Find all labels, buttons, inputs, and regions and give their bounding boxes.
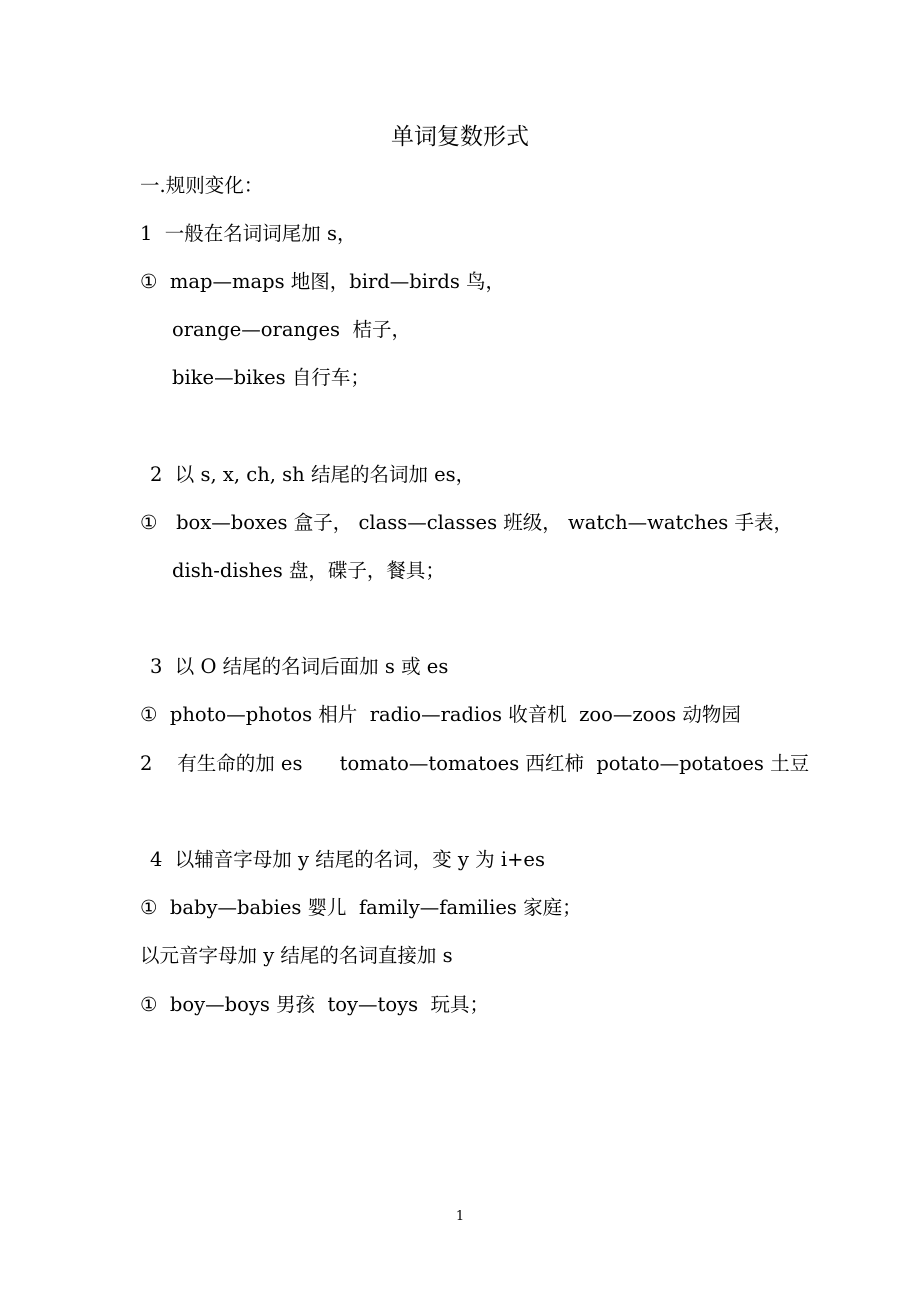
rule-4-note: 以元音字母加 y 结尾的名词直接加 s [140, 944, 453, 967]
section-heading: 一.规则变化： [140, 174, 264, 197]
rule-3-heading: 3 以 O 结尾的名词后面加 s 或 es [150, 655, 449, 678]
rule-3-example-2: 2 有生命的加 es tomato—tomatoes 西红柿 potato—potatoes 土豆 [140, 752, 810, 775]
rule-1-example-1: ① map—maps 地图，bird—birds 鸟， [140, 270, 506, 293]
rule-2-example-2: dish-dishes 盘，碟子，餐具； [172, 559, 445, 582]
rule-3-example-1: ① photo—photos 相片 radio—radios 收音机 zoo—zoos 动物园 [140, 703, 741, 726]
document-title: 单词复数形式 [391, 124, 529, 150]
rule-4-example-1: ① baby—babies 婴儿 family—families 家庭； [140, 896, 582, 919]
rule-2-example-1: ① box—boxes 盒子， class—classes 班级， watch—watches 手表， [140, 511, 794, 534]
rule-1-heading: 1 一般在名词词尾加 s， [140, 222, 357, 245]
rule-1-example-2: orange—oranges 桔子， [172, 318, 411, 341]
rule-1-example-3: bike—bikes 自行车； [172, 366, 370, 389]
page-number: 1 [455, 1209, 465, 1224]
rule-4-example-2: ① boy—boys 男孩 toy—toys 玩具； [140, 993, 490, 1016]
rule-4-heading: 4 以辅音字母加 y 结尾的名词，变 y 为 i+es [150, 848, 545, 871]
rule-2-heading: 2 以 s, x, ch, sh 结尾的名词加 es， [150, 463, 476, 486]
